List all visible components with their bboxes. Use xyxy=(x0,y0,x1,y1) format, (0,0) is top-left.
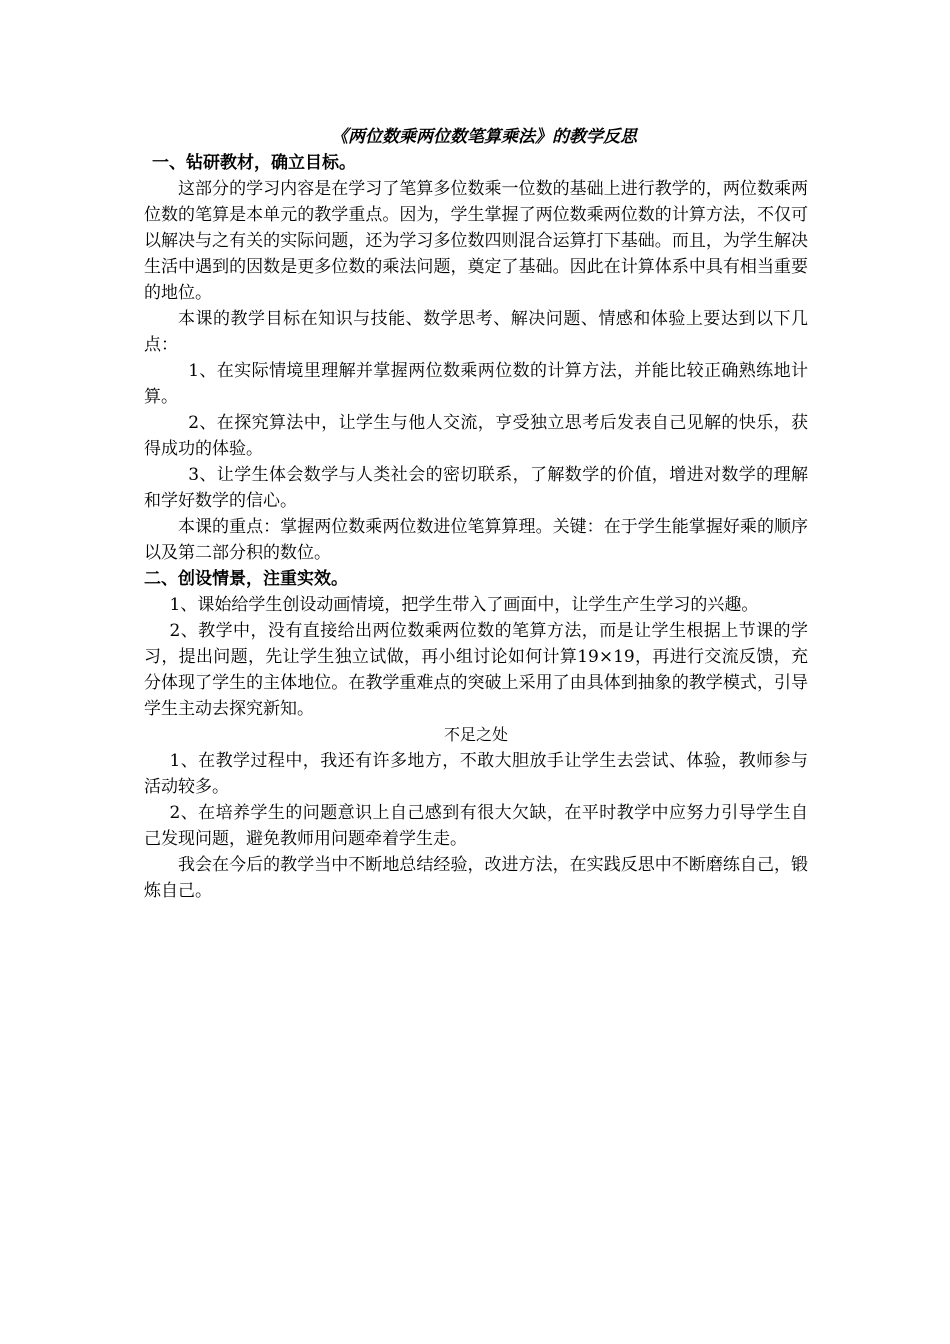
section1-goal-1: 1、在实际情境里理解并掌握两位数乘两位数的计算方法，并能比较正确熟练地计算。 xyxy=(144,361,808,407)
section2-heading: 二、创设情景，注重实效。 xyxy=(144,569,348,589)
section3-item-1: 1、在教学过程中，我还有许多地方，不敢大胆放手让学生去尝试、体验，教师参与活动较多。 xyxy=(144,751,808,797)
document-page xyxy=(144,124,808,904)
section1-heading: 一、钻研教材，确立目标。 xyxy=(152,153,356,173)
section1-goal-3: 3、让学生体会数学与人类社会的密切联系，了解数学的价值，增进对数学的理解和学好数学的信心。 xyxy=(144,465,808,511)
section2-item-2: 2、教学中，没有直接给出两位数乘两位数的笔算方法，而是让学生根据上节课的学习，提出问题，先让学生独立试做，再小组讨论如何计算19×19，再进行交流反馈，充分体现了学生的主体地位。在教学重难点的突破上采用了由具体到抽象的教学模式，引导学生主动去探究新知。 xyxy=(144,621,808,719)
section2-item-1: 1、课始给学生创设动画情境，把学生带入了画面中，让学生产生学习的兴趣。 xyxy=(169,595,759,615)
section3-heading: 不足之处 xyxy=(443,725,508,744)
section3-closing: 我会在今后的教学当中不断地总结经验，改进方法，在实践反思中不断磨练自己，锻炼自己。 xyxy=(144,855,808,901)
section3-item-2: 2、在培养学生的问题意识上自己感到有很大欠缺，在平时教学中应努力引导学生自己发现问题，避免教师用问题牵着学生走。 xyxy=(144,803,808,849)
section1-paragraph-2: 本课的教学目标在知识与技能、数学思考、解决问题、情感和体验上要达到以下几点： xyxy=(144,309,808,355)
document-title: 《两位数乘两位数笔算乘法》的教学反思 xyxy=(331,127,637,147)
section1-paragraph-3: 本课的重点：掌握两位数乘两位数进位笔算算理。关键：在于学生能掌握好乘的顺序以及第二部分积的数位。 xyxy=(144,517,808,563)
section1-paragraph-1: 这部分的学习内容是在学习了笔算多位数乘一位数的基础上进行教学的，两位数乘两位数的笔算是本单元的教学重点。因为，学生掌握了两位数乘两位数的计算方法，不仅可以解决与之有关的实际问题，还为学习多位数四则混合运算打下基础。而且，为学生解决生活中遇到的因数是更多位数的乘法问题，奠定了基础。因此在计算体系中具有相当重要的地位。 xyxy=(144,179,808,303)
section1-goal-2: 2、在探究算法中，让学生与他人交流，亨受独立思考后发表自己见解的快乐，获得成功的体验。 xyxy=(144,413,808,459)
